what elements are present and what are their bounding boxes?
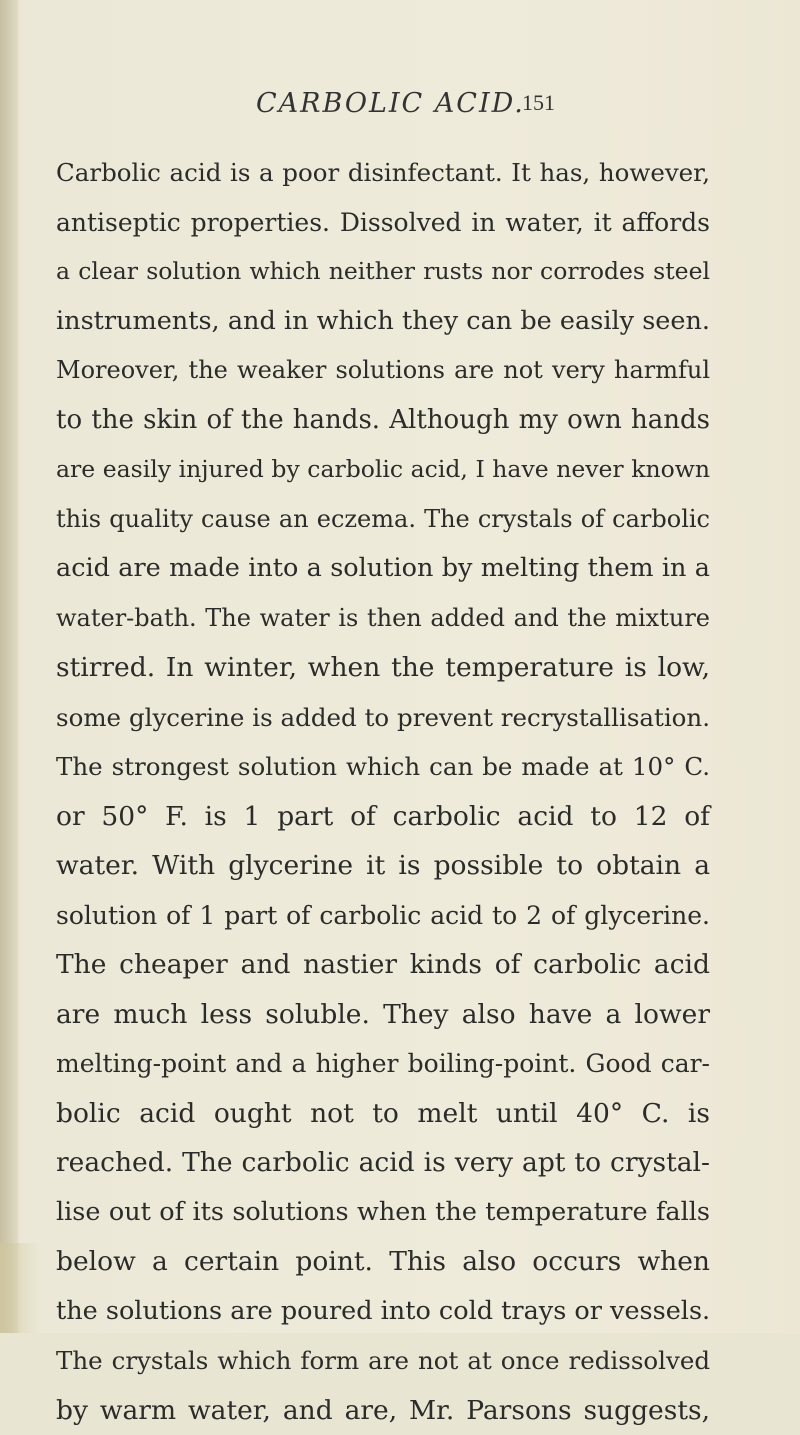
text-line: The cheaper and nastier kinds of carbolic acid [56, 940, 710, 990]
text-line: water-bath. The water is then added and the mixture [56, 594, 710, 644]
text-line: reached. The carbolic acid is very apt to crystal- [56, 1138, 710, 1188]
text-line: Carbolic acid is a poor disinfectant. It has, however, [56, 148, 710, 198]
text-line: antiseptic properties. Dissolved in water, it affords [56, 198, 710, 248]
text-line: melting-point and a higher boiling-point. Good car- [56, 1039, 710, 1089]
page-edge-shadow [0, 1243, 40, 1333]
text-line: some glycerine is added to prevent recrystallisation. [56, 693, 710, 743]
text-line: instruments, and in which they can be easily seen. [56, 297, 710, 347]
text-line: are easily injured by carbolic acid, I have never known [56, 445, 710, 495]
body-paragraph [56, 148, 710, 1435]
spine-shadow [0, 0, 18, 1333]
text-line: lise out of its solutions when the temperature falls [56, 1188, 710, 1238]
text-line: water. With glycerine it is possible to obtain a [56, 841, 710, 891]
text-line: to the skin of the hands. Although my own hands [56, 396, 710, 446]
text-line: this quality cause an eczema. The crystals of carbolic [56, 495, 710, 545]
text-line: acid are made into a solution by melting them in a [56, 544, 710, 594]
text-line: a clear solution which neither rusts nor corrodes steel [56, 247, 710, 297]
page-number: 151 [522, 90, 555, 116]
text-line: The crystals which form are not at once redissolved [56, 1336, 710, 1386]
running-head [0, 88, 800, 128]
text-line: are much less soluble. They also have a lower [56, 990, 710, 1040]
text-line: solution of 1 part of carbolic acid to 2 of glycerine. [56, 891, 710, 941]
text-line: below a certain point. This also occurs when [56, 1237, 710, 1287]
text-line: stirred. In winter, when the temperature is low, [56, 643, 710, 693]
running-title: CARBOLIC ACID. [256, 88, 525, 119]
text-line: or 50° F. is 1 part of carbolic acid to 12 of [56, 792, 710, 842]
text-line: Moreover, the weaker solutions are not very harmful [56, 346, 710, 396]
text-line: bolic acid ought not to melt until 40° C. is [56, 1089, 710, 1139]
text-line: by warm water, and are, Mr. Parsons suggests, [56, 1386, 710, 1435]
text-line: The strongest solution which can be made at 10° C. [56, 742, 710, 792]
text-line: the solutions are poured into cold trays or vessels. [56, 1287, 710, 1337]
